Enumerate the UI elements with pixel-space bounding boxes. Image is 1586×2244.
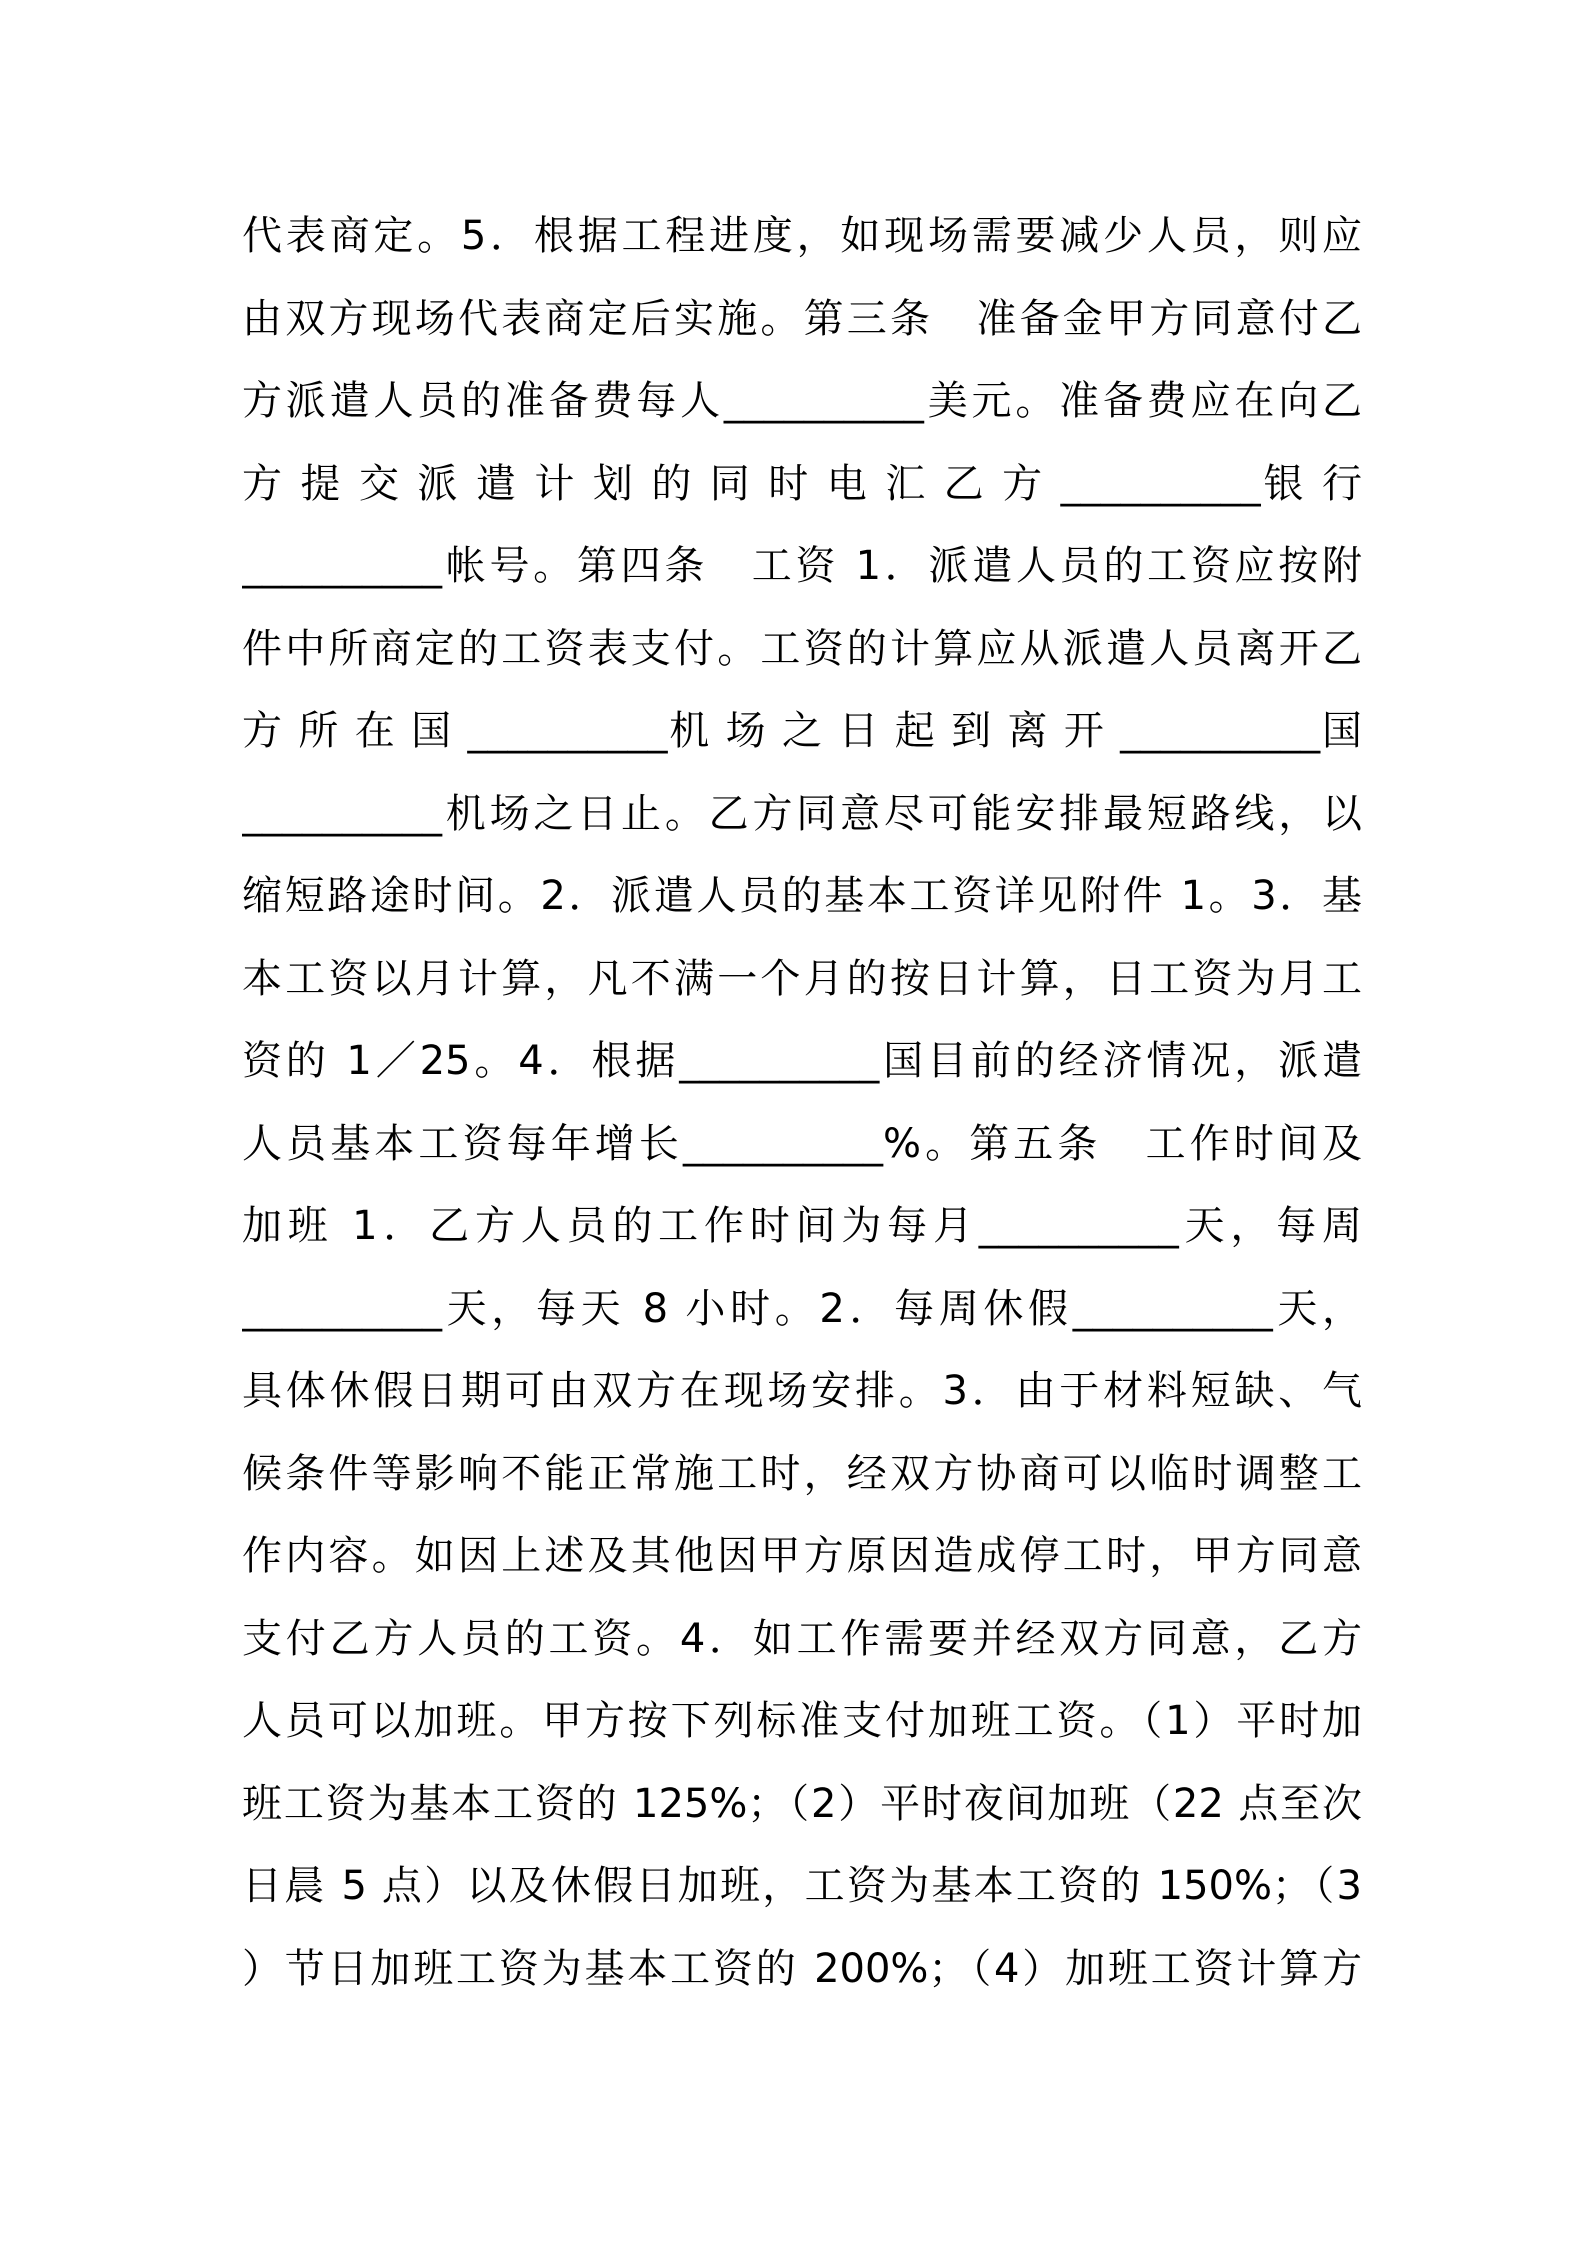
text-line: 由双方现场代表商定后实施。第三条 准备金甲方同意付乙 bbox=[242, 295, 1362, 342]
text-line: __________机场之日止。乙方同意尽可能安排最短路线，以 bbox=[242, 790, 1362, 837]
text-line: 代表商定。5．根据工程进度，如现场需要减少人员，则应 bbox=[242, 213, 1362, 259]
document-body bbox=[242, 195, 1362, 2010]
text-line: 方派遣人员的准备费每人__________美元。准备费应在向乙 bbox=[242, 378, 1362, 424]
text-line: 资的 1／25。4．根据__________国目前的经济情况，派遣 bbox=[242, 1038, 1362, 1084]
text-line: 缩短路途时间。2．派遣人员的基本工资详见附件 1。3．基 bbox=[242, 873, 1362, 919]
text-line: 班工资为基本工资的 125%；（2）平时夜间加班（22 点至次 bbox=[242, 1780, 1362, 1827]
text-line: 方 提 交 派 遣 计 划 的 同 时 电 汇 乙 方 __________银 行 bbox=[242, 460, 1362, 507]
text-line: ）节日加班工资为基本工资的 200%；（4）加班工资计算方 bbox=[242, 1945, 1362, 1992]
text-line: __________帐号。第四条 工资 1．派遣人员的工资应按附 bbox=[242, 543, 1362, 589]
text-line: 人员基本工资每年增长__________%。第五条 工作时间及 bbox=[242, 1120, 1362, 1167]
text-line: 候条件等影响不能正常施工时，经双方协商可以临时调整工 bbox=[242, 1450, 1362, 1497]
text-line: 加班 1．乙方人员的工作时间为每月__________天，每周 bbox=[242, 1203, 1362, 1249]
text-line: 日晨 5 点）以及休假日加班，工资为基本工资的 150%；（3 bbox=[242, 1863, 1362, 1909]
text-line: 本工资以月计算，凡不满一个月的按日计算，日工资为月工 bbox=[242, 955, 1362, 1002]
text-line: 作内容。如因上述及其他因甲方原因造成停工时，甲方同意 bbox=[242, 1533, 1362, 1579]
text-line: __________天，每天 8 小时。2．每周休假__________天， bbox=[242, 1285, 1362, 1332]
text-line: 支付乙方人员的工资。4．如工作需要并经双方同意，乙方 bbox=[242, 1615, 1362, 1662]
text-line: 人员可以加班。甲方按下列标准支付加班工资。（1）平时加 bbox=[242, 1698, 1362, 1744]
text-line: 具体休假日期可由双方在现场安排。3．由于材料短缺、气 bbox=[242, 1368, 1362, 1414]
text-line: 件中所商定的工资表支付。工资的计算应从派遣人员离开乙 bbox=[242, 625, 1362, 672]
text-line: 方 所 在 国 __________机 场 之 日 起 到 离 开 __________国 bbox=[242, 708, 1362, 754]
